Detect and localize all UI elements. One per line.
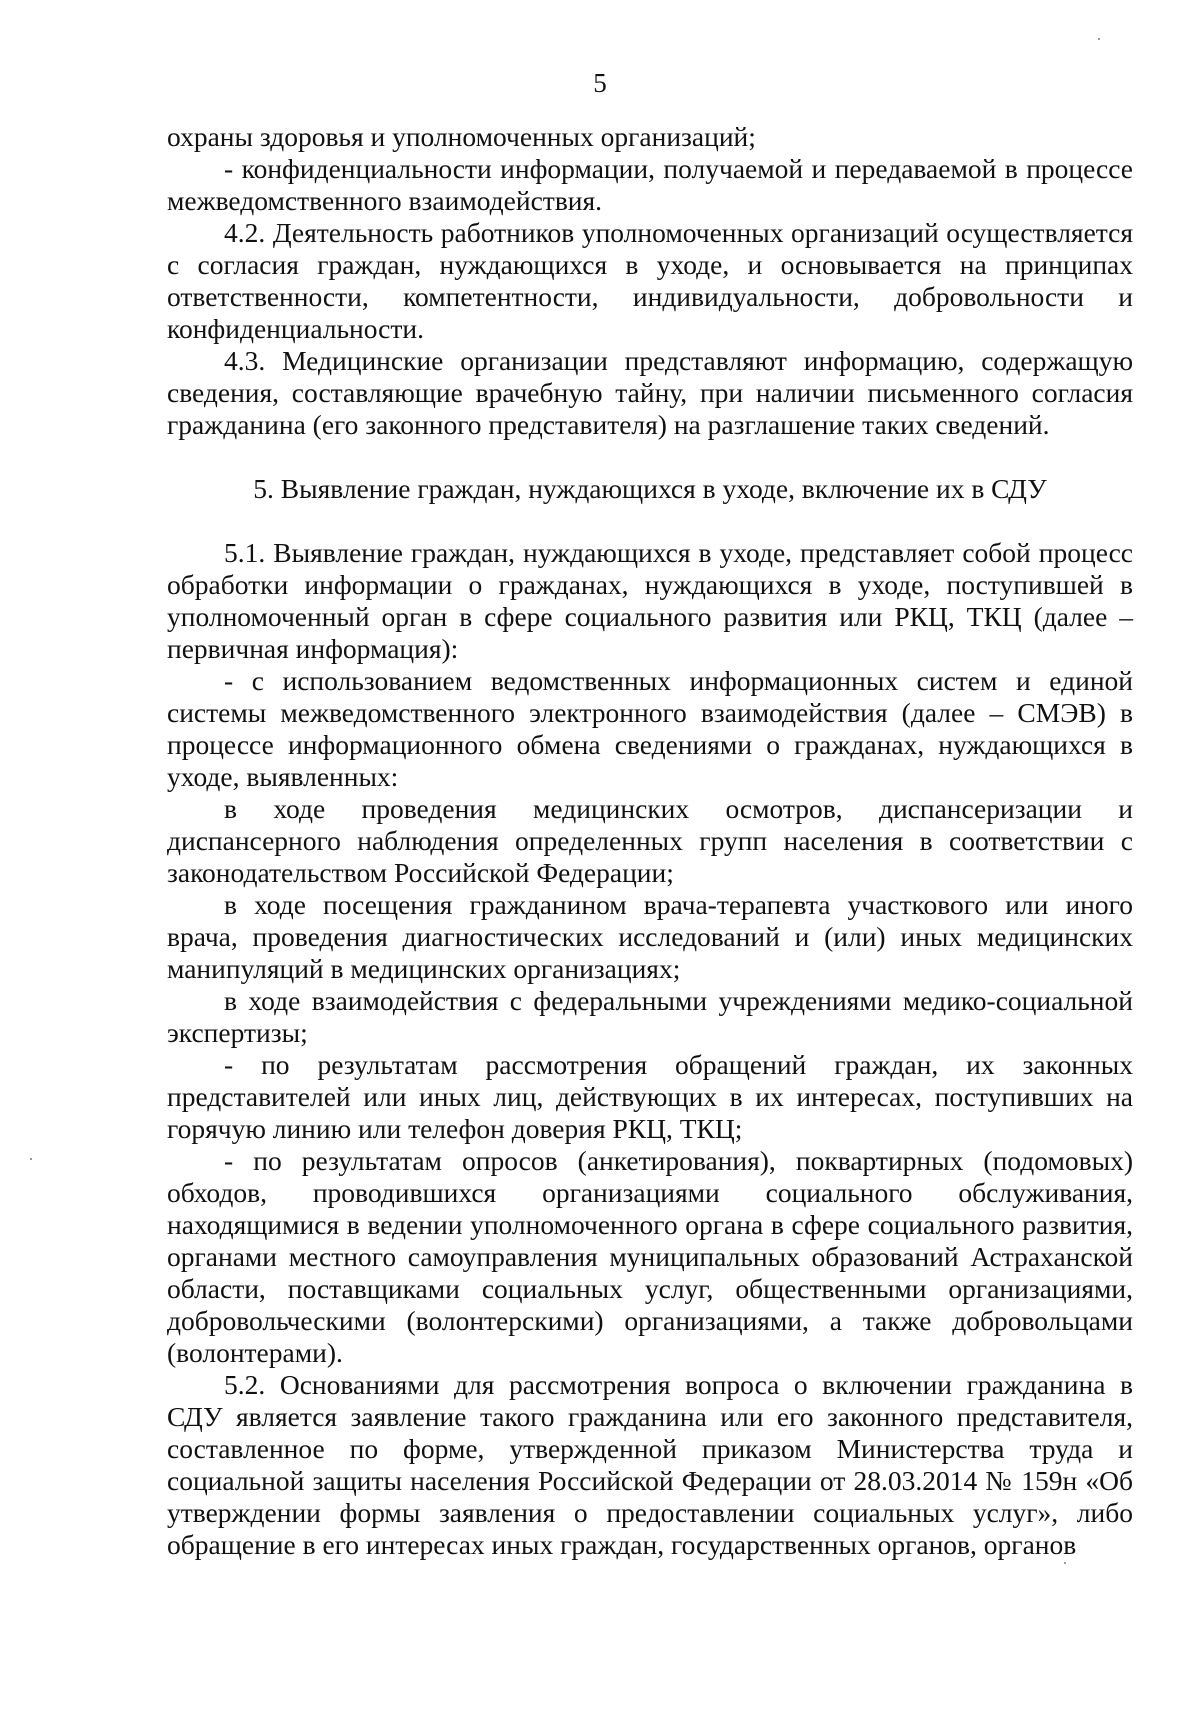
list-item-doctor-visits: в ходе посещения гражданином врача-терапевта участкового или иного врача, проведения диагностических исследований и (или) иных медицинских манипуляций в медицинских организациях; — [167, 889, 1133, 984]
page-number: 5 — [593, 68, 607, 98]
paragraph-4-3: 4.3. Медицинские организации представляют информацию, содержащую сведения, составляющие врачебную тайну, при наличии письменного согласия гражданина (его законного представителя) на разглашение таких сведений. — [167, 345, 1133, 440]
paragraph-confidentiality: - конфиденциальности информации, получаемой и передаваемой в процессе межведомственного взаимодействия. — [167, 153, 1133, 216]
section-spacer — [167, 505, 1133, 537]
list-item-hotline: - по результатам рассмотрения обращений граждан, их законных представителей или иных лиц, действующих в их интересах, поступивших на горячую линию или телефон доверия РКЦ, ТКЦ; — [167, 1049, 1133, 1144]
paragraph-continuation: охраны здоровья и уполномоченных организаций; — [167, 121, 756, 152]
paragraph-4-2: 4.2. Деятельность работников уполномоченных организаций осуществляется с согласия граждан, нуждающихся в уходе, и основывается на принципах ответственности, компетентности, индивидуальности, добровольности и конфиденциальности. — [167, 217, 1133, 344]
section-heading: 5. Выявление граждан, нуждающихся в уходе, включение их в СДУ — [253, 473, 1047, 504]
list-item-surveys: - по результатам опросов (анкетирования), поквартирных (подомовых) обходов, проводившихся организациями социального обслуживания, находящимися в ведении уполномоченного органа в сфере социального развития, органами местного самоуправления муниципальных образований Астраханской области, поставщиками социальных услуг, общественными организациями, добровольческими (волонтерскими) организациями, а также добровольцами (волонтерами). — [167, 1145, 1133, 1368]
list-item-smev: - с использованием ведомственных информационных систем и единой системы межведомственного электронного взаимодействия (далее – СМЭВ) в процессе информационного обмена сведениями о гражданах, нуждающихся в уходе, выявленных: — [167, 665, 1133, 792]
scan-speck — [30, 1158, 32, 1160]
paragraph-5-1: 5.1. Выявление граждан, нуждающихся в уходе, представляет собой процесс обработки информации о гражданах, нуждающихся в уходе, поступившей в уполномоченный орган в сфере социального развития или РКЦ, ТКЦ (далее – первичная информация): — [167, 537, 1133, 664]
document-body — [167, 121, 1133, 1561]
scan-speck — [1098, 38, 1100, 40]
section-spacer — [167, 441, 1133, 473]
list-item-medical-checkups: в ходе проведения медицинских осмотров, диспансеризации и диспансерного наблюдения определенных групп населения в соответствии с законодательством Российской Федерации; — [167, 793, 1133, 888]
list-item-mse: в ходе взаимодействия с федеральными учреждениями медико-социальной экспертизы; — [167, 985, 1133, 1048]
paragraph-5-2: 5.2. Основаниями для рассмотрения вопроса о включении гражданина в СДУ является заявление такого гражданина или его законного представителя, составленное по форме, утвержденной приказом Министерства труда и социальной защиты населения Российской Федерации от 28.03.2014 № 159н «Об утверждении формы заявления о предоставлении социальных услуг», либо обращение в его интересах иных граждан, государственных органов, органов — [167, 1369, 1133, 1560]
scan-speck — [1064, 1562, 1066, 1564]
